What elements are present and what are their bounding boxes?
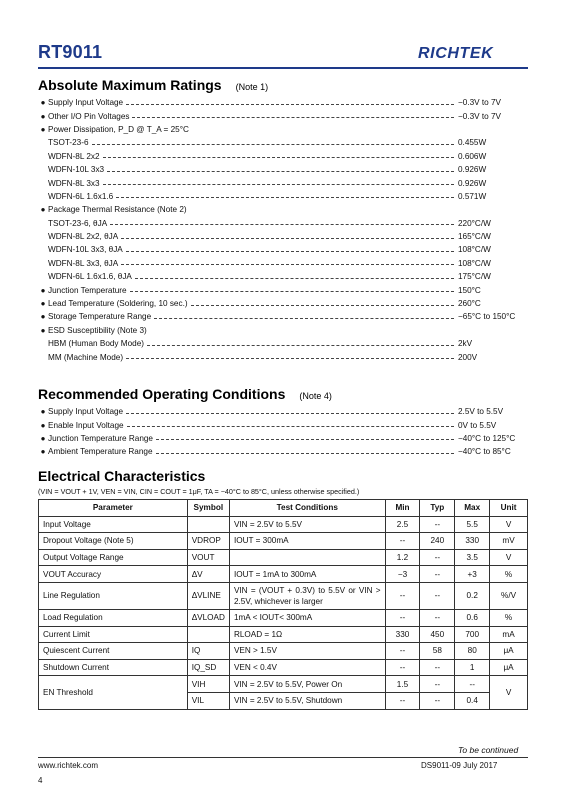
header-divider: [38, 67, 528, 69]
amr-label: WDFN-6L 1.6x1.6: [48, 191, 114, 201]
footer-divider: [38, 757, 528, 758]
cell-max: 5.5: [455, 516, 490, 533]
cell-test-conditions: VIN = 2.5V to 5.5V: [229, 516, 385, 533]
amr-value: 2kV: [458, 339, 473, 349]
cell-typ: --: [420, 549, 455, 566]
leader-dots: [156, 453, 454, 454]
amr-row: [38, 150, 528, 163]
cell-symbol: VIL: [187, 692, 229, 709]
leader-dots: [126, 413, 454, 414]
cell-parameter: Output Voltage Range: [39, 549, 188, 566]
leader-dots: [92, 144, 455, 145]
amr-value: 0.926W: [458, 178, 487, 188]
cell-symbol: [187, 626, 229, 643]
amr-row: [38, 96, 528, 109]
cell-test-conditions: [229, 549, 385, 566]
table-row: [39, 609, 528, 626]
amr-row: [38, 257, 528, 270]
cell-min: --: [385, 659, 420, 676]
header-test-conditions: Test Conditions: [229, 500, 385, 517]
amr-row: [38, 136, 528, 149]
table-row: [39, 582, 528, 609]
ec-section-title: [38, 468, 205, 484]
leader-dots: [191, 305, 454, 306]
cell-typ: --: [420, 609, 455, 626]
leader-dots: [107, 171, 454, 172]
amr-row: [38, 297, 528, 310]
amr-value: 0.571W: [458, 191, 487, 201]
cell-parameter: Line Regulation: [39, 582, 188, 609]
amr-row: [38, 203, 528, 216]
amr-value: −65°C to 150°C: [458, 312, 516, 322]
table-row: [39, 676, 528, 693]
amr-list: [38, 96, 528, 364]
amr-label: MM (Machine Mode): [48, 352, 124, 362]
leader-dots: [154, 318, 454, 319]
amr-label: WDFN-8L 3x3, θJA: [48, 258, 119, 268]
cell-symbol: ΔV: [187, 566, 229, 583]
cell-min: −3: [385, 566, 420, 583]
cell-parameter: VOUT Accuracy: [39, 566, 188, 583]
table-row: [39, 566, 528, 583]
amr-label: Junction Temperature: [48, 285, 127, 295]
amr-row: [38, 217, 528, 230]
cell-unit: μA: [490, 643, 528, 660]
bullet-icon: ●: [40, 124, 46, 134]
amr-label: WDFN-10L 3x3: [48, 165, 105, 175]
leader-dots: [103, 157, 454, 158]
table-row: [39, 643, 528, 660]
cell-min: --: [385, 533, 420, 550]
amr-title-text: Absolute Maximum Ratings: [38, 77, 222, 93]
table-row: [39, 659, 528, 676]
bullet-icon: ●: [40, 98, 46, 108]
cell-typ: 450: [420, 626, 455, 643]
leader-dots: [126, 251, 454, 252]
amr-row: [38, 176, 528, 189]
cell-max: 0.2: [455, 582, 490, 609]
amr-label: WDFN-8L 2x2, θJA: [48, 232, 119, 242]
cell-test-conditions: IOUT = 1mA to 300mA: [229, 566, 385, 583]
amr-value: 175°C/W: [458, 272, 491, 282]
cell-parameter: Dropout Voltage (Note 5): [39, 533, 188, 550]
cell-min: --: [385, 643, 420, 660]
cell-test-conditions: VIN = (VOUT + 0.3V) to 5.5V or VIN > 2.5V, whichever is larger: [229, 582, 385, 609]
bullet-icon: ●: [40, 205, 46, 215]
bullet-icon: ●: [40, 111, 46, 121]
bullet-icon: ●: [40, 312, 46, 322]
roc-label: Junction Temperature Range: [48, 433, 153, 443]
amr-label: WDFN-10L 3x3, θJA: [48, 245, 123, 255]
amr-label: WDFN-6L 1.6x1.6, θJA: [48, 272, 132, 282]
cell-max: 0.4: [455, 692, 490, 709]
amr-label: Package Thermal Resistance (Note 2): [48, 205, 187, 215]
table-row: [39, 516, 528, 533]
cell-typ: --: [420, 659, 455, 676]
cell-max: 0.6: [455, 609, 490, 626]
bullet-icon: ●: [40, 325, 46, 335]
table-row: [39, 549, 528, 566]
amr-row: [38, 350, 528, 363]
cell-parameter: Shutdown Current: [39, 659, 188, 676]
cell-max: +3: [455, 566, 490, 583]
cell-parameter: Load Regulation: [39, 609, 188, 626]
roc-label: Ambient Temperature Range: [48, 447, 153, 457]
leader-dots: [126, 358, 454, 359]
leader-dots: [156, 439, 454, 440]
cell-max: 3.5: [455, 549, 490, 566]
cell-parameter: Current Limit: [39, 626, 188, 643]
table-row: [39, 626, 528, 643]
cell-symbol: VOUT: [187, 549, 229, 566]
cell-symbol: IQ_SD: [187, 659, 229, 676]
amr-label: Lead Temperature (Soldering, 10 sec.): [48, 299, 188, 309]
cell-min: --: [385, 692, 420, 709]
cell-unit: mA: [490, 626, 528, 643]
cell-unit: %: [490, 609, 528, 626]
header-min: Min: [385, 500, 420, 517]
cell-typ: --: [420, 676, 455, 693]
cell-test-conditions: VEN < 0.4V: [229, 659, 385, 676]
header-symbol: Symbol: [187, 500, 229, 517]
table-header-row: [39, 500, 528, 517]
amr-value: 220°C/W: [458, 218, 491, 228]
cell-test-conditions: VIN = 2.5V to 5.5V, Power On: [229, 676, 385, 693]
continued-note: To be continued: [458, 745, 519, 755]
ec-title-text: Electrical Characteristics: [38, 468, 206, 484]
roc-row: [38, 418, 528, 431]
cell-max: 80: [455, 643, 490, 660]
cell-symbol: [187, 516, 229, 533]
amr-row: [38, 243, 528, 256]
amr-row: [38, 123, 528, 136]
leader-dots: [121, 238, 454, 239]
roc-title-text: Recommended Operating Conditions: [38, 386, 286, 402]
amr-label: ESD Susceptibility (Note 3): [48, 325, 147, 335]
cell-unit: μA: [490, 659, 528, 676]
roc-label: Supply Input Voltage: [48, 407, 124, 417]
leader-dots: [135, 278, 454, 279]
bullet-icon: ●: [40, 420, 46, 430]
roc-note: (Note 4): [299, 391, 332, 401]
richtek-logo: RICHTEK: [418, 45, 494, 62]
amr-value: 260°C: [458, 299, 481, 309]
leader-dots: [121, 264, 454, 265]
bullet-icon: ●: [40, 433, 46, 443]
leader-dots: [147, 345, 454, 346]
amr-label: Power Dissipation, P_D @ T_A = 25°C: [48, 124, 189, 134]
amr-value: 0.926W: [458, 165, 487, 175]
leader-dots: [132, 117, 454, 118]
cell-symbol: VDROP: [187, 533, 229, 550]
cell-unit: V: [490, 516, 528, 533]
cell-min: 330: [385, 626, 420, 643]
cell-typ: --: [420, 582, 455, 609]
amr-value: 200V: [458, 352, 478, 362]
roc-value: −40°C to 85°C: [458, 447, 511, 457]
cell-unit: mV: [490, 533, 528, 550]
leader-dots: [127, 426, 454, 427]
footer-website-link[interactable]: www.richtek.com: [38, 761, 99, 770]
cell-unit: V: [490, 549, 528, 566]
amr-label: WDFN-8L 3x3: [48, 178, 100, 188]
amr-row: [38, 270, 528, 283]
amr-section-title: [38, 77, 268, 93]
amr-row: [38, 163, 528, 176]
roc-value: 0V to 5.5V: [458, 420, 497, 430]
cell-min: 2.5: [385, 516, 420, 533]
leader-dots: [103, 184, 454, 185]
roc-label: Enable Input Voltage: [48, 420, 124, 430]
amr-row: [38, 230, 528, 243]
header-unit: Unit: [490, 500, 528, 517]
cell-min: --: [385, 609, 420, 626]
cell-parameter: Input Voltage: [39, 516, 188, 533]
cell-max: 1: [455, 659, 490, 676]
roc-row: [38, 405, 528, 418]
cell-symbol: VIH: [187, 676, 229, 693]
amr-label: WDFN-8L 2x2: [48, 151, 100, 161]
bullet-icon: ●: [40, 299, 46, 309]
header-max: Max: [455, 500, 490, 517]
cell-typ: --: [420, 516, 455, 533]
amr-value: 150°C: [458, 285, 481, 295]
amr-value: −0.3V to 7V: [458, 111, 502, 121]
cell-symbol: ΔVLINE: [187, 582, 229, 609]
amr-row: [38, 283, 528, 296]
leader-dots: [130, 291, 454, 292]
cell-min: 1.2: [385, 549, 420, 566]
amr-row: [38, 310, 528, 323]
bullet-icon: ●: [40, 285, 46, 295]
leader-dots: [116, 197, 454, 198]
amr-value: 0.455W: [458, 138, 487, 148]
amr-row: [38, 324, 528, 337]
cell-min: 1.5: [385, 676, 420, 693]
amr-label: HBM (Human Body Mode): [48, 339, 145, 349]
cell-typ: 58: [420, 643, 455, 660]
amr-label: Storage Temperature Range: [48, 312, 152, 322]
bullet-icon: ●: [40, 447, 46, 457]
header-typ: Typ: [420, 500, 455, 517]
footer-doc-id: DS9011-09 July 2017: [421, 761, 498, 770]
leader-dots: [126, 104, 454, 105]
amr-value: 108°C/W: [458, 258, 491, 268]
amr-label: TSOT-23-6: [48, 138, 89, 148]
cell-max: 700: [455, 626, 490, 643]
cell-test-conditions: IOUT = 300mA: [229, 533, 385, 550]
cell-typ: --: [420, 692, 455, 709]
bullet-icon: ●: [40, 407, 46, 417]
amr-row: [38, 109, 528, 122]
cell-test-conditions: 1mA < IOUT< 300mA: [229, 609, 385, 626]
roc-value: 2.5V to 5.5V: [458, 407, 504, 417]
roc-value: −40°C to 125°C: [458, 433, 516, 443]
cell-min: --: [385, 582, 420, 609]
cell-max: 330: [455, 533, 490, 550]
amr-value: 0.606W: [458, 151, 487, 161]
document-part-number: RT9011: [38, 42, 103, 62]
amr-row: [38, 337, 528, 350]
page-number: 4: [38, 776, 43, 785]
roc-list: [38, 405, 528, 459]
roc-section-title: [38, 386, 332, 402]
cell-typ: --: [420, 566, 455, 583]
amr-value: −0.3V to 7V: [458, 98, 502, 108]
roc-row: [38, 432, 528, 445]
cell-test-conditions: VEN > 1.5V: [229, 643, 385, 660]
cell-typ: 240: [420, 533, 455, 550]
roc-row: [38, 445, 528, 458]
cell-unit: %: [490, 566, 528, 583]
cell-parameter: EN Threshold: [39, 676, 188, 709]
amr-value: 165°C/W: [458, 232, 491, 242]
cell-parameter: Quiescent Current: [39, 643, 188, 660]
amr-label: Other I/O Pin Voltages: [48, 111, 130, 121]
cell-test-conditions: RLOAD = 1Ω: [229, 626, 385, 643]
table-row: [39, 533, 528, 550]
header-parameter: Parameter: [39, 500, 188, 517]
cell-symbol: IQ: [187, 643, 229, 660]
cell-unit: V: [490, 676, 528, 709]
amr-label: TSOT-23-6, θJA: [48, 218, 108, 228]
electrical-characteristics-table: [38, 499, 528, 710]
leader-dots: [110, 224, 454, 225]
cell-max: --: [455, 676, 490, 693]
ec-conditions: (VIN = VOUT + 1V, VEN = VIN, CIN = COUT = 1μF, TA = −40°C to 85°C, unless otherwise specified.): [38, 487, 360, 496]
amr-value: 108°C/W: [458, 245, 491, 255]
cell-test-conditions: VIN = 2.5V to 5.5V, Shutdown: [229, 692, 385, 709]
cell-unit: %/V: [490, 582, 528, 609]
amr-row: [38, 190, 528, 203]
amr-label: Supply Input Voltage: [48, 98, 124, 108]
cell-symbol: ΔVLOAD: [187, 609, 229, 626]
amr-note: (Note 1): [235, 82, 269, 92]
